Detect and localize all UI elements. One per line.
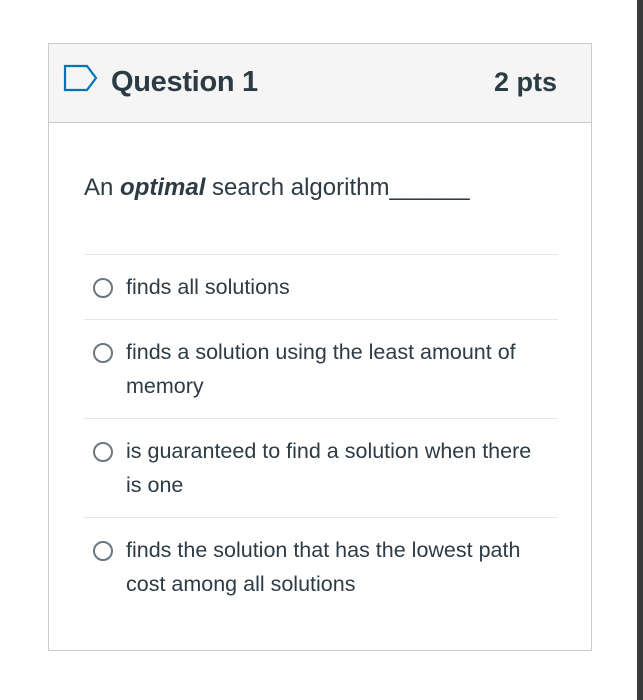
question-text	[84, 174, 558, 202]
answer-label[interactable]: finds the solution that has the lowest path cost among all solutions	[126, 538, 521, 596]
question-text-prefix: An	[84, 174, 121, 201]
answer-option[interactable]	[84, 419, 558, 518]
radio-button[interactable]	[93, 343, 113, 363]
question-header	[49, 44, 591, 123]
answer-list	[84, 254, 558, 617]
question-text-line	[84, 174, 470, 201]
answer-option[interactable]	[84, 320, 558, 419]
answer-label[interactable]: is guaranteed to find a solution when there is one	[126, 439, 532, 497]
flag-icon[interactable]	[63, 64, 99, 92]
question-text-suffix: search algorithm______	[205, 174, 470, 201]
answer-label[interactable]: finds a solution using the least amount of memory	[126, 340, 516, 398]
answer-option[interactable]	[84, 255, 558, 320]
radio-button[interactable]	[93, 541, 113, 561]
question-card	[48, 43, 592, 651]
answer-label[interactable]: finds all solutions	[126, 275, 290, 299]
answer-option[interactable]	[84, 518, 558, 617]
question-points: 2 pts	[493, 67, 557, 97]
window-edge	[637, 0, 643, 700]
question-text-emphasis: optimal	[120, 174, 206, 201]
radio-button[interactable]	[93, 442, 113, 462]
radio-button[interactable]	[93, 278, 113, 298]
question-title: Question 1	[111, 66, 258, 98]
